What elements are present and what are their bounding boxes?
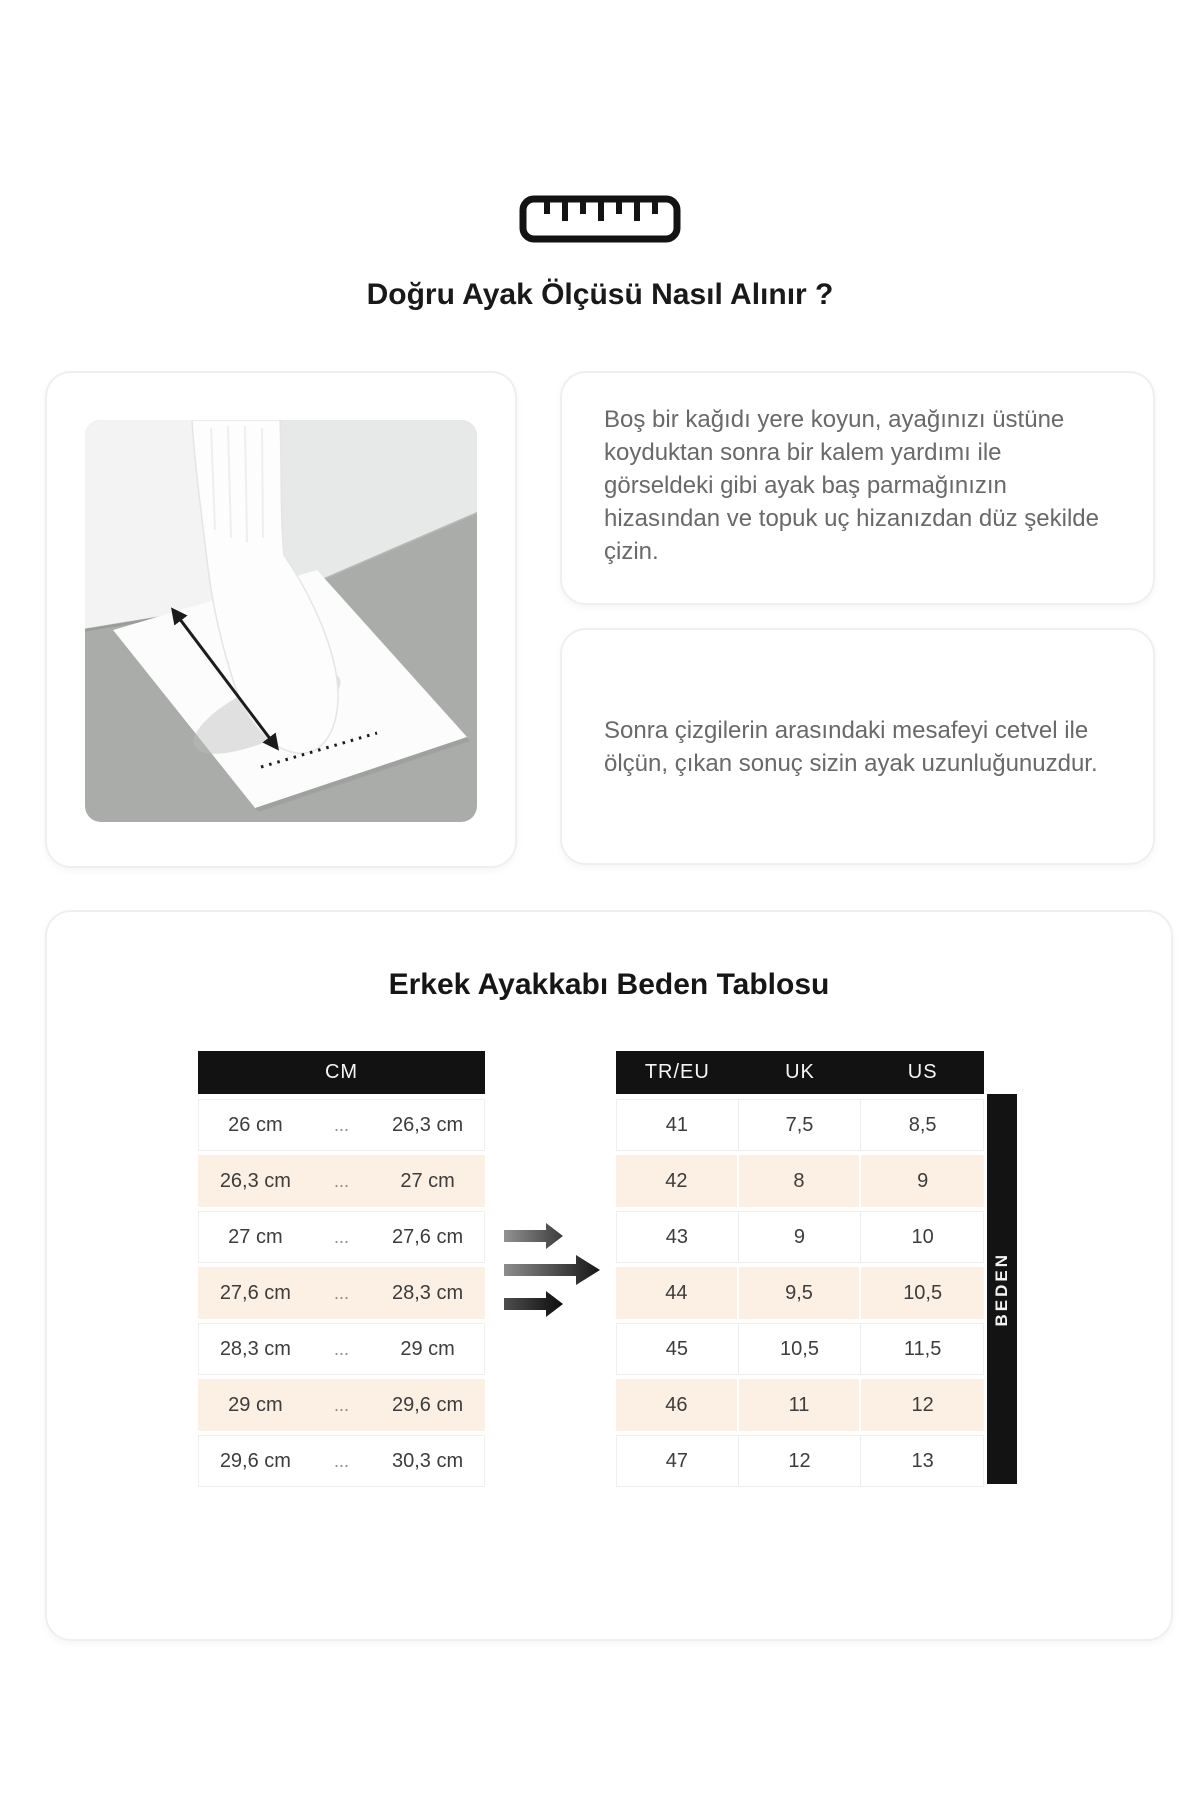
- size-uk: 9,5: [739, 1267, 862, 1319]
- cm-range-to: 30,3 cm: [392, 1449, 464, 1472]
- size-table-row: [616, 1323, 984, 1375]
- cm-table-row: [198, 1099, 485, 1151]
- size-header-uk: UK: [785, 1061, 815, 1083]
- instruction-step2-text: Sonra çizgilerin arasındaki mesafeyi cetvel ile ölçün, çıkan sonuç sizin ayak uzunluğunuzdur.: [604, 716, 1098, 777]
- cm-range-from: 29,6 cm: [219, 1449, 291, 1472]
- size-us: 13: [911, 1449, 934, 1472]
- cm-table-row: [198, 1379, 485, 1431]
- size-us: 10: [911, 1225, 934, 1248]
- size-tr-eu: 45: [616, 1323, 739, 1375]
- size-header-tr-eu: TR/EU: [644, 1061, 710, 1083]
- size-table-row: [616, 1379, 984, 1431]
- cm-table: [198, 1051, 485, 1491]
- size-us: 10,5: [903, 1281, 943, 1304]
- cm-range-to: 29,6 cm: [392, 1393, 464, 1416]
- size-us: 12: [911, 1393, 934, 1416]
- foot-measure-image-card: [45, 371, 517, 868]
- cm-table-row: [198, 1211, 485, 1263]
- size-us: 11,5: [903, 1337, 942, 1360]
- size-table-header: [616, 1051, 984, 1094]
- cm-range-to: 28,3 cm: [392, 1281, 464, 1304]
- size-uk: 7,5: [739, 1099, 862, 1151]
- size-table-row: [616, 1155, 984, 1207]
- instruction-card-1: [560, 371, 1155, 605]
- size-table-row: [616, 1435, 984, 1487]
- size-us: 9: [917, 1169, 929, 1192]
- cm-table-header: [198, 1051, 485, 1094]
- size-us: 8,5: [908, 1113, 937, 1136]
- size-uk: 10,5: [739, 1323, 862, 1375]
- range-dots: ...: [333, 1394, 349, 1415]
- cm-range-from: 28,3 cm: [219, 1337, 291, 1360]
- cm-range-to: 26,3 cm: [392, 1113, 464, 1136]
- size-table-row: [616, 1211, 984, 1263]
- cm-range-from: 27 cm: [228, 1225, 283, 1248]
- size-tr-eu: 47: [616, 1435, 739, 1487]
- range-dots: ...: [333, 1282, 349, 1303]
- ruler-icon: [518, 194, 682, 244]
- range-dots: ...: [333, 1450, 349, 1471]
- cm-range-to: 27 cm: [400, 1169, 455, 1192]
- cm-header-label: CM: [324, 1061, 359, 1083]
- foot-measure-photo: [85, 420, 477, 822]
- size-tr-eu: 46: [616, 1379, 739, 1431]
- beden-label-text: BEDEN: [992, 1251, 1011, 1327]
- conversion-arrows-icon: [502, 1218, 602, 1318]
- size-uk: 12: [739, 1435, 862, 1487]
- size-header-us: US: [907, 1061, 938, 1083]
- range-dots: ...: [333, 1170, 349, 1191]
- instruction-step1-text: Boş bir kağıdı yere koyun, ayağınızı üstüne koyduktan sonra bir kalem yardımı ile görseldeki gibi ayak baş parmağınızın hizasından ve topuk uç hizanızdan düz şekilde çizin.: [604, 406, 1099, 565]
- cm-range-to: 29 cm: [400, 1337, 455, 1360]
- range-dots: ...: [333, 1226, 349, 1247]
- size-tr-eu: 42: [616, 1155, 739, 1207]
- range-dots: ...: [333, 1338, 349, 1359]
- page-title: Doğru Ayak Ölçüsü Nasıl Alınır ?: [366, 278, 834, 311]
- cm-range-from: 26,3 cm: [219, 1169, 291, 1192]
- range-dots: ...: [333, 1114, 349, 1135]
- size-table: [616, 1051, 984, 1491]
- cm-range-from: 27,6 cm: [219, 1281, 291, 1304]
- cm-table-row: [198, 1267, 485, 1319]
- cm-table-row: [198, 1323, 485, 1375]
- cm-range-from: 29 cm: [228, 1393, 283, 1416]
- size-tr-eu: 41: [616, 1099, 739, 1151]
- size-chart-card: [45, 910, 1173, 1641]
- cm-table-row: [198, 1155, 485, 1207]
- size-table-row: [616, 1099, 984, 1151]
- size-chart-title: Erkek Ayakkabı Beden Tablosu: [388, 968, 830, 1001]
- size-uk: 11: [739, 1379, 862, 1431]
- size-tr-eu: 44: [616, 1267, 739, 1319]
- size-table-row: [616, 1267, 984, 1319]
- instruction-card-2: [560, 628, 1155, 865]
- size-uk: 8: [739, 1155, 862, 1207]
- cm-range-to: 27,6 cm: [392, 1225, 464, 1248]
- size-tr-eu: 43: [616, 1211, 739, 1263]
- cm-range-from: 26 cm: [228, 1113, 283, 1136]
- size-uk: 9: [739, 1211, 862, 1263]
- cm-table-row: [198, 1435, 485, 1487]
- beden-side-label: [987, 1094, 1017, 1484]
